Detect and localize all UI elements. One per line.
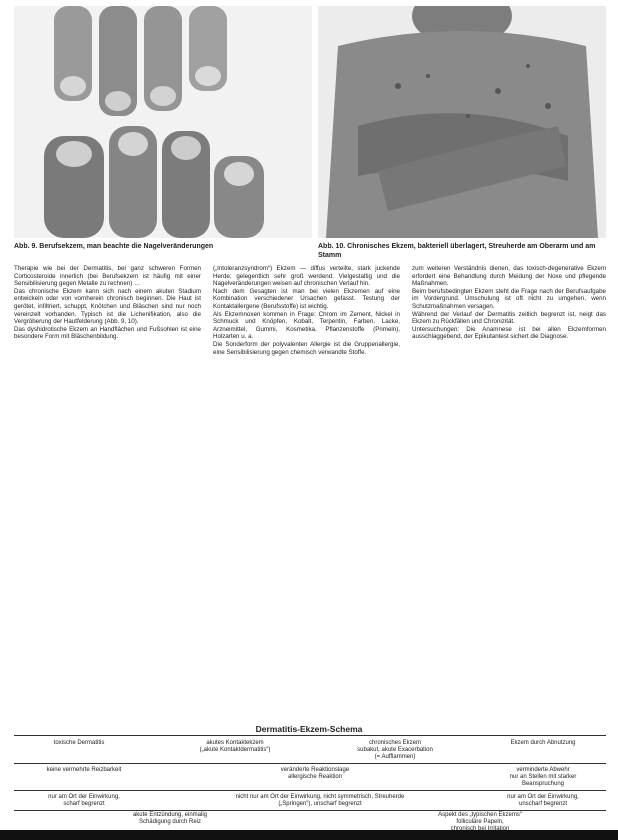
text-column-1 bbox=[14, 265, 201, 717]
schema-cell: nur am Ort der Einwirkung, unscharf begrenzt bbox=[507, 794, 579, 808]
figure-caption-10: Abb. 10. Chronisches Ekzem, bakteriell überlagert, Streuherde am Oberarm und am Stamm bbox=[318, 243, 596, 259]
schema-cell: keine vermehrte Reizbarkeit bbox=[46, 767, 122, 773]
schema-header-toxic: toxische Dermatitis bbox=[53, 740, 105, 746]
torso-photo bbox=[318, 6, 606, 238]
paragraph: Therapie wie bei der Dermatitis, bei ganz schweren Formen Corticosteroide innerlich (bei Berufsekzem ist häufig mit einer Sensibilisierung gegen Metalle zu rechnen) … bbox=[14, 265, 201, 288]
schema-cell: veränderte Reaktionslage allergische Reaktion bbox=[280, 767, 350, 781]
footer-bar bbox=[0, 830, 618, 840]
fingernails-image bbox=[14, 6, 312, 238]
text-column-2 bbox=[213, 265, 400, 717]
schema-title: Dermatitis-Ekzem-Schema bbox=[255, 724, 363, 734]
schema-rule bbox=[14, 810, 606, 811]
schema-cell: Aspekt des „typischen Ekzems“ folliculäre Papeln, bbox=[438, 812, 522, 826]
schema-cell: nicht nur am Ort der Einwirkung, nicht symmetrisch, Streuherde („Springen“), unscharf begrenzt bbox=[235, 794, 405, 808]
schema-cell: verminderte Abwehr nur an Stellen mit starker Beanspruchung bbox=[509, 767, 577, 788]
paragraph: Nach dem Gesagten ist man bei vielen Ekzemen auf eine Kombination verschiedener Ursachen gefasst. Testung der Kontaktallergene (Berufsstoffe) ist wichtig. bbox=[213, 287, 400, 310]
schema-header-wear: Ekzem durch Abnutzung bbox=[510, 740, 576, 746]
schema-rule bbox=[14, 790, 606, 791]
figure-caption-9: Abb. 9. Berufsekzem, man beachte die Nagelveränderungen bbox=[14, 243, 214, 250]
paragraph: Beim berufsbedingten Ekzem steht die Frage nach der Berufsaufgabe im Vordergrund. Umschulung ist oft nicht zu umgehen, wenn Schutzmaßnahmen versagen. bbox=[412, 287, 606, 310]
schema-cell: nur am Ort der Einwirkung, scharf begrenzt bbox=[48, 794, 120, 808]
hands-photo bbox=[14, 6, 312, 238]
schema-rule bbox=[14, 763, 606, 764]
schema-header-contact: akutes Kontaktekzem („akute Kontaktdermatitis“) bbox=[199, 740, 271, 754]
torso-image bbox=[318, 6, 606, 238]
paragraph: Untersuchungen: Die Anamnese ist bei allen Ekzemformen ausschlaggebend, der Epikutantest sichert die Diagnose. bbox=[412, 325, 606, 341]
paragraph: Die Sonderform der polyvalenten Allergie ist die Gruppenallergie, eine Sensibilisierung gegen chemisch verwandte Stoffe. bbox=[213, 340, 400, 356]
schema-cell: akute Entzündung, einmalig Schädigung durch Reiz bbox=[132, 812, 208, 826]
schema-header-chronic: chronisches Ekzem subakut, akute Exacerbation (= Aufflammen) bbox=[357, 740, 433, 761]
paragraph: Als Ekzemnoxen kommen in Frage: Chrom im Zement, Nickel in Schmuck und Knöpfen, Kobalt, Terpentin, Farben, Lacke, Arzneimittel, Gummi, Kosmetika, Pflanzenstoffe (Primeln), Holzarten u. a. bbox=[213, 310, 400, 341]
paragraph: Das chronische Ekzem kann sich nach einem akuten Stadium entwickeln oder von vornherein chronisch beginnen. Die Haut ist gerötet, infiltriert, schuppt, Knötchen und Bläschen sind nur noch vereinzelt vorhanden. Typisch ist die Lichenifikation, also die Vergröberung der Hautfelderung (Abb. 9, 10). bbox=[14, 287, 201, 326]
paragraph: zum weiteren Verständnis dienen, das toxisch-degenerative Ekzem erfordert eine Behandlung durch Meidung der Noxe und pflegende Maßnahmen. bbox=[412, 265, 606, 288]
schema-rule bbox=[14, 735, 606, 736]
text-column-3 bbox=[412, 265, 606, 717]
paragraph: Das dyshidrotische Ekzem an Handflächen und Fußsohlen ist eine besondere Form mit Bläschenbildung. bbox=[14, 325, 201, 341]
paragraph: („Intoleranzsyndrom“) Ekzem — diffus verteilte, stark juckende Herde; gelegentlich sehr groß werdend. Vielgestaltig und die Nagelveränderungen weisen auf chronischen Verlauf hin. bbox=[213, 265, 400, 288]
paragraph: Während der Verlauf der Dermatitis zeitlich begrenzt ist, neigt das Ekzem zu Rückfällen und Chronizität. bbox=[412, 310, 606, 326]
